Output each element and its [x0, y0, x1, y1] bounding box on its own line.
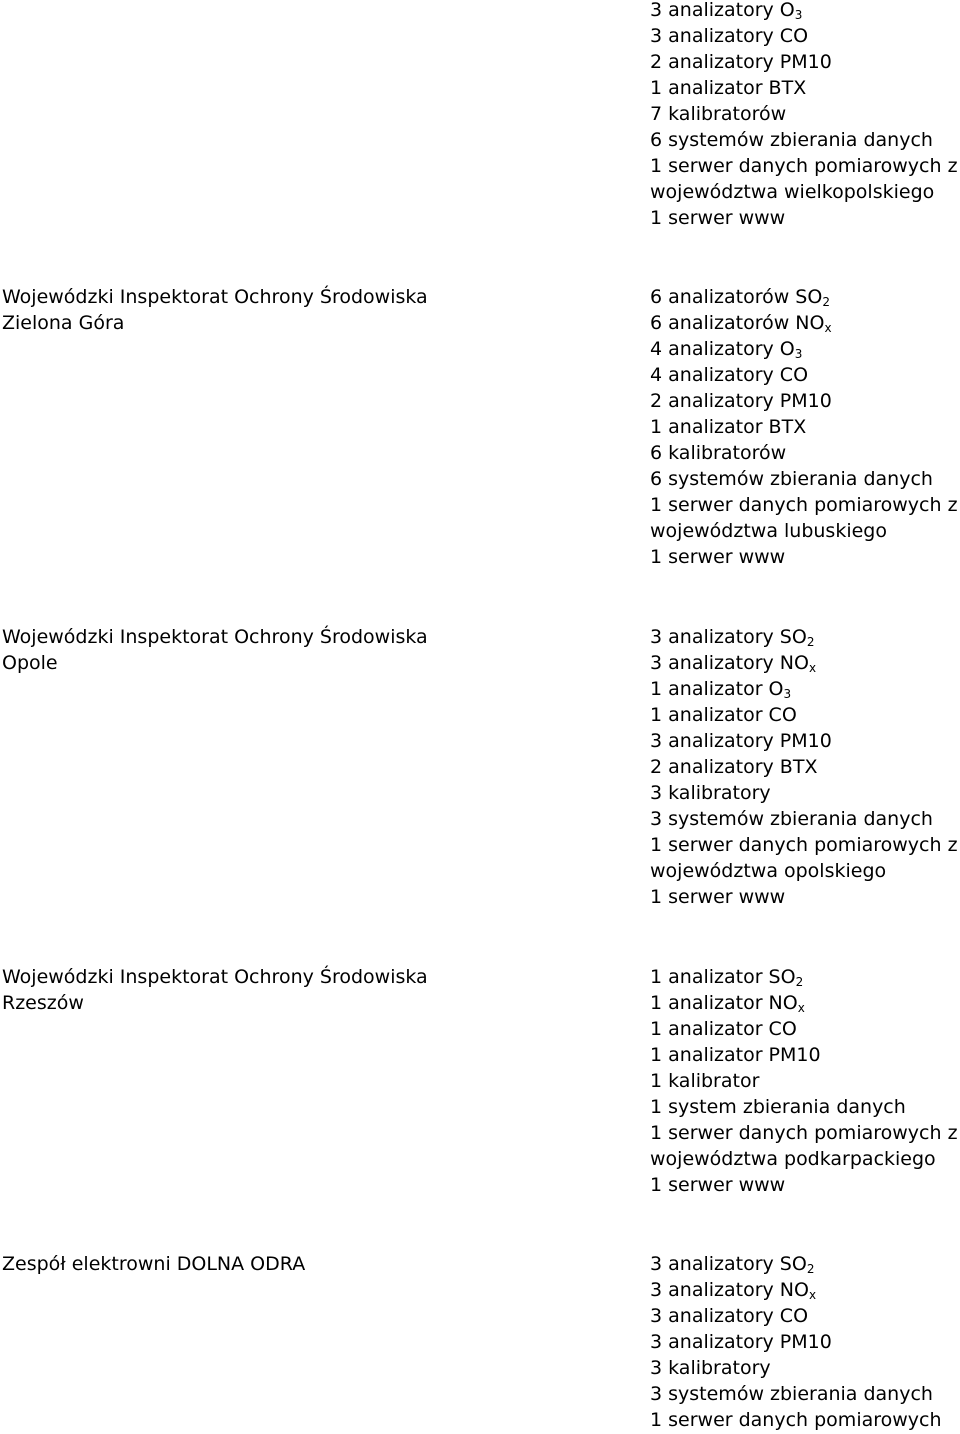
equipment-line: 1 analizator $NO_x$ [650, 992, 805, 1015]
equipment-line: 1 analizator CO [650, 1018, 797, 1040]
organization-name [2, 624, 622, 676]
equipment-line: 2 analizatory PM10 [650, 51, 832, 73]
organization-line: Wojewódzki Inspektorat Ochrony Środowiska [2, 626, 428, 648]
equipment-line: 3 systemów zbierania danych [650, 1383, 933, 1405]
organization-city: Zielona Góra [2, 312, 125, 334]
equipment-line: 3 systemów zbierania danych [650, 808, 933, 830]
organization-city: Rzeszów [2, 992, 84, 1014]
equipment-line: 3 analizatory $SO_2$ [650, 1253, 815, 1276]
equipment-line: 3 analizatory $SO_2$ [650, 626, 815, 649]
equipment-line: 1 serwer danych pomiarowych z [650, 1122, 958, 1144]
equipment-line: 3 analizatory CO [650, 25, 809, 47]
equipment-line: 6 systemów zbierania danych [650, 468, 933, 490]
equipment-list [650, 1251, 960, 1433]
organization-line: Wojewódzki Inspektorat Ochrony Środowiska [2, 966, 428, 988]
equipment-line: 1 serwer danych pomiarowych z [650, 834, 958, 856]
organization-line: Wojewódzki Inspektorat Ochrony Środowiska [2, 286, 428, 308]
equipment-line: 1 system zbierania danych [650, 1096, 906, 1118]
equipment-line: 6 analizatorów $NO_x$ [650, 312, 832, 335]
equipment-list [650, 0, 960, 231]
equipment-line: 2 analizatory BTX [650, 756, 818, 778]
equipment-line: 1 serwer www [650, 1174, 786, 1196]
equipment-line: 1 serwer danych pomiarowych z [650, 494, 958, 516]
equipment-line: 3 analizatory CO [650, 1305, 809, 1327]
equipment-line: 1 analizator BTX [650, 416, 807, 438]
equipment-line: 1 serwer danych pomiarowych z [650, 155, 958, 177]
equipment-line: 3 analizatory PM10 [650, 1331, 832, 1353]
equipment-line: 1 analizator $O_3$ [650, 678, 792, 701]
equipment-line: 1 analizator $SO_2$ [650, 966, 804, 989]
equipment-line: województwa opolskiego [650, 860, 887, 882]
equipment-line: 1 serwer www [650, 886, 786, 908]
equipment-list [650, 284, 960, 570]
equipment-line: województwa wielkopolskiego [650, 181, 935, 203]
equipment-line: 6 systemów zbierania danych [650, 129, 933, 151]
equipment-list [650, 964, 960, 1198]
equipment-line: 6 kalibratorów [650, 442, 787, 464]
equipment-line: 1 analizator BTX [650, 77, 807, 99]
equipment-line: województwa podkarpackiego [650, 1148, 936, 1170]
equipment-line: 3 analizatory PM10 [650, 730, 832, 752]
equipment-list [650, 624, 960, 910]
organization-name [2, 964, 622, 1016]
equipment-line: 1 serwer danych pomiarowych [650, 1409, 942, 1431]
equipment-line: 4 analizatory CO [650, 364, 809, 386]
equipment-line: 4 analizatory $O_3$ [650, 338, 803, 361]
organization-city: Opole [2, 652, 58, 674]
equipment-line: 3 kalibratory [650, 1357, 771, 1379]
organization-name [2, 1251, 622, 1277]
equipment-line: 1 serwer www [650, 546, 786, 568]
equipment-line: 1 analizator CO [650, 704, 797, 726]
equipment-line: województwa lubuskiego [650, 520, 887, 542]
equipment-line: 7 kalibratorów [650, 103, 787, 125]
equipment-line: 1 serwer www [650, 207, 786, 229]
equipment-line: 3 analizatory $O_3$ [650, 0, 803, 22]
organization-name [2, 284, 622, 336]
equipment-line: 3 analizatory $NO_x$ [650, 1279, 817, 1302]
equipment-line: 3 kalibratory [650, 782, 771, 804]
equipment-line: 1 analizator PM10 [650, 1044, 821, 1066]
equipment-line: 3 analizatory $NO_x$ [650, 652, 817, 675]
equipment-line: 1 kalibrator [650, 1070, 760, 1092]
organization-line: Zespół elektrowni DOLNA ODRA [2, 1253, 306, 1275]
equipment-line: 6 analizatorów $SO_2$ [650, 286, 830, 309]
equipment-line: 2 analizatory PM10 [650, 390, 832, 412]
